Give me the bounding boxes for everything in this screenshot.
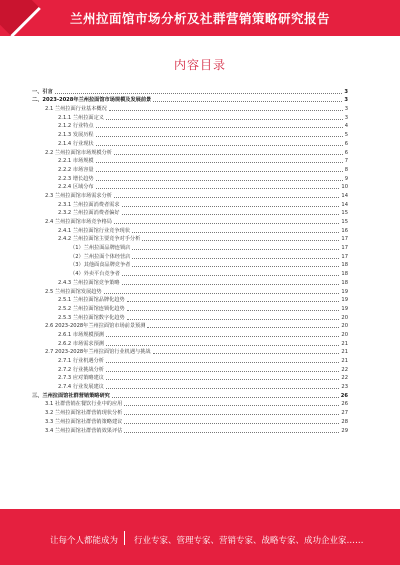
footer-slogan-left: 让每个人都能成为: [50, 536, 119, 546]
toc-dot-leader: [132, 266, 339, 267]
toc-entry-page: 19: [341, 288, 348, 295]
toc-entry-title: 2.7.1 行业机遇分析: [58, 358, 104, 364]
toc-entry[interactable]: [32, 277, 348, 286]
toc-entry-page: 18: [341, 279, 348, 286]
toc-entry-page: 21: [341, 340, 348, 347]
report-title: 兰州拉面馆市场分析及社群营销策略研究报告: [69, 11, 330, 26]
toc-entry-title: 2.1.2 行业特点: [58, 123, 94, 130]
toc-entry-page: 19: [341, 305, 348, 312]
toc-entry[interactable]: [32, 147, 348, 156]
toc-entry[interactable]: [32, 260, 348, 269]
toc-dot-leader: [114, 154, 343, 155]
toc-entry-title: 2.4.2 兰州拉面馆主要竞争对手分析: [58, 236, 141, 243]
toc-entry[interactable]: [32, 321, 348, 330]
toc-entry-page: 5: [344, 132, 348, 139]
toc-entry-title: 2.5 兰州拉面馆发展趋势: [45, 288, 102, 295]
toc-entry-page: 20: [341, 323, 348, 330]
footer-divider: [124, 531, 125, 545]
toc-entry-title: （3）其他面食品牌竞争者: [70, 262, 131, 269]
toc-entry-title: 2.5.2 兰州拉面馆连锁化趋势: [58, 305, 125, 312]
toc-entry-page: 15: [341, 219, 348, 225]
toc-entry-page: 18: [341, 271, 348, 278]
toc-entry[interactable]: [32, 129, 348, 138]
toc-entry-page: 17: [341, 245, 348, 252]
toc-dot-leader: [124, 414, 339, 415]
toc-entry[interactable]: [32, 338, 348, 347]
toc-entry-title: 2.5.1 兰州拉面馆品牌化趋势: [58, 297, 125, 304]
toc-entry[interactable]: [32, 208, 348, 217]
report-header: [0, 0, 400, 36]
toc-entry-title: 二、2023-2028年兰州拉面馆市场规模及发展前景: [32, 97, 152, 104]
toc-dot-leader: [96, 162, 343, 163]
toc-entry-title: 2.3 兰州拉面馆市场需求分析: [45, 192, 112, 199]
toc-dot-leader: [96, 171, 343, 172]
toc-entry-title: 2.7 2023-2028年兰州拉面馆行业机遇与挑战: [45, 349, 151, 356]
toc-entry-title: 2.7.2 行业挑战分析: [58, 366, 104, 373]
toc-entry-page: 27: [341, 410, 348, 417]
toc-entry[interactable]: [32, 268, 348, 277]
toc-entry-page: 20: [341, 331, 348, 338]
toc-entry[interactable]: [32, 347, 348, 356]
toc-entry-page: 8: [344, 166, 348, 173]
toc-dot-leader: [124, 423, 339, 424]
toc-entry[interactable]: [32, 303, 348, 312]
toc-dot-leader: [153, 101, 342, 102]
toc-entry-title: 3.4 兰州拉面馆社群营销效果评估: [45, 427, 123, 434]
toc-entry-page: 14: [341, 201, 348, 208]
toc-entry-page: 14: [341, 192, 348, 199]
toc-dot-leader: [122, 206, 340, 207]
toc-entry[interactable]: [32, 199, 348, 208]
toc-entry-page: 28: [341, 418, 348, 425]
toc-entry-page: 22: [341, 366, 348, 373]
toc-entry-title: 2.2.3 增长趋势: [58, 175, 94, 182]
toc-entry-title: 2.4 兰州拉面馆市场竞争格局: [45, 219, 112, 225]
toc-dot-leader: [112, 397, 339, 398]
toc-entry-title: 3.3 兰州拉面馆社群营销策略建议: [45, 418, 123, 425]
toc-entry[interactable]: [32, 234, 348, 243]
toc-entry[interactable]: [32, 355, 348, 364]
toc-entry-title: 三、兰州拉面馆社群营销策略研究: [32, 392, 110, 399]
toc-entry-page: 22: [341, 375, 348, 382]
toc-entry-title: 2.4.3 兰州拉面馆竞争策略: [58, 279, 120, 286]
toc-entry-title: 2.2 兰州拉面馆市场规模分析: [45, 149, 112, 156]
toc-entry[interactable]: [32, 216, 348, 225]
toc-dot-leader: [96, 180, 343, 181]
toc-entry-title: 一、引言: [32, 88, 53, 95]
toc-entry[interactable]: [32, 95, 348, 104]
toc-entry[interactable]: [32, 381, 348, 390]
toc-entry[interactable]: [32, 407, 348, 416]
toc-entry-page: 7: [344, 158, 348, 165]
toc-entry[interactable]: [32, 242, 348, 251]
toc-entry[interactable]: [32, 225, 348, 234]
toc-dot-leader: [96, 136, 343, 137]
toc-entry-title: 2.1.4 行业现状: [58, 140, 94, 147]
toc-entry[interactable]: [32, 416, 348, 425]
toc-dot-leader: [106, 119, 343, 120]
toc-entry-title: （4）外卖平台竞争者: [70, 271, 120, 278]
toc-entry-page: 4: [344, 123, 348, 130]
toc-entry-page: 3: [344, 97, 348, 104]
toc-entry-title: 3.1 社群营销在餐饮行业中的应用: [45, 401, 123, 408]
toc-dot-leader: [104, 293, 340, 294]
toc-entry[interactable]: [32, 390, 348, 399]
toc-entry-title: 2.2.1 市场规模: [58, 158, 94, 165]
toc-dot-leader: [124, 405, 339, 406]
toc-entry-page: 15: [341, 210, 348, 217]
toc-entry[interactable]: [32, 173, 348, 182]
toc-dot-leader: [106, 379, 339, 380]
toc-entry-page: 29: [341, 427, 348, 434]
toc-dot-leader: [96, 145, 343, 146]
toc-entry[interactable]: [32, 156, 348, 165]
table-of-contents: [32, 86, 348, 434]
toc-dot-leader: [55, 93, 343, 94]
toc-entry[interactable]: [32, 182, 348, 191]
toc-entry-title: 2.1.1 兰州拉面定义: [58, 114, 104, 121]
toc-dot-leader: [132, 258, 339, 259]
toc-dot-leader: [127, 319, 340, 320]
toc-dot-leader: [109, 110, 343, 111]
toc-dot-leader: [132, 249, 339, 250]
toc-dot-leader: [127, 310, 340, 311]
toc-heading: 内容目录: [173, 58, 226, 72]
toc-dot-leader: [124, 432, 339, 433]
toc-entry-page: 9: [344, 175, 348, 182]
toc-dot-leader: [153, 353, 340, 354]
toc-entry-page: 10: [341, 184, 348, 191]
toc-entry-page: 3: [344, 114, 348, 121]
toc-dot-leader: [142, 240, 339, 241]
toc-entry[interactable]: [32, 295, 348, 304]
toc-entry[interactable]: [32, 121, 348, 130]
toc-dot-leader: [122, 214, 340, 215]
toc-dot-leader: [106, 345, 339, 346]
toc-dot-leader: [122, 284, 340, 285]
toc-entry[interactable]: [32, 138, 348, 147]
toc-entry-title: 2.1.3 发展历程: [58, 132, 94, 139]
toc-dot-leader: [96, 188, 340, 189]
toc-dot-leader: [147, 327, 339, 328]
toc-entry-page: 19: [341, 297, 348, 304]
toc-entry-title: 2.3.1 兰州拉面消费者需求: [58, 201, 120, 208]
toc-entry-title: 2.6.2 市场需求预测: [58, 340, 104, 347]
toc-dot-leader: [122, 275, 339, 276]
toc-dot-leader: [106, 336, 339, 337]
toc-entry[interactable]: [32, 329, 348, 338]
toc-entry-page: 26: [341, 401, 348, 408]
toc-dot-leader: [132, 232, 339, 233]
toc-entry-page: 21: [341, 358, 348, 364]
toc-dot-leader: [114, 223, 339, 224]
toc-entry-page: 3: [344, 88, 348, 95]
toc-entry-title: （2）兰州拉面个体经营店: [70, 253, 131, 260]
toc-entry[interactable]: [32, 373, 348, 382]
toc-entry[interactable]: [32, 312, 348, 321]
toc-entry-page: 6: [344, 149, 348, 156]
toc-entry-page: 17: [341, 253, 348, 260]
toc-entry[interactable]: [32, 286, 348, 295]
toc-entry-title: 3.2 兰州拉面馆社群营销现状分析: [45, 410, 123, 417]
toc-dot-leader: [96, 127, 343, 128]
toc-entry-page: 17: [341, 236, 348, 243]
toc-entry-title: 2.7.4 行业发展建议: [58, 384, 104, 391]
toc-entry-title: （1）兰州拉面品牌连锁店: [70, 245, 131, 252]
toc-dot-leader: [127, 301, 340, 302]
toc-entry-title: 2.7.3 应对策略建议: [58, 375, 104, 382]
toc-dot-leader: [106, 388, 339, 389]
toc-dot-leader: [114, 197, 339, 198]
toc-entry-page: 3: [344, 106, 348, 113]
toc-entry[interactable]: [32, 164, 348, 173]
report-footer: [0, 509, 400, 565]
toc-entry-page: 6: [344, 140, 348, 147]
toc-entry-page: 20: [341, 314, 348, 321]
toc-entry[interactable]: [32, 112, 348, 121]
toc-entry-title: 2.2.4 区域分布: [58, 184, 94, 191]
toc-entry[interactable]: [32, 251, 348, 260]
toc-entry-title: 2.4.1 兰州拉面馆行业竞争现状: [58, 227, 130, 234]
toc-entry[interactable]: [32, 425, 348, 434]
toc-entry-title: 2.2.2 市场容量: [58, 166, 94, 173]
toc-entry-page: 16: [341, 227, 348, 234]
footer-slogan-right: 行业专家、管理专家、营销专家、战略专家、成功企业家……: [134, 536, 364, 546]
toc-entry-page: 26: [340, 392, 348, 399]
toc-entry[interactable]: [32, 103, 348, 112]
toc-entry-title: 2.3.2 兰州拉面消费者偏好: [58, 210, 120, 217]
toc-entry-title: 2.1 兰州拉面行业基本概况: [45, 106, 107, 113]
toc-entry-page: 18: [341, 262, 348, 269]
toc-entry[interactable]: [32, 399, 348, 408]
toc-entry[interactable]: [32, 190, 348, 199]
toc-entry-title: 2.6 2023-2028年兰州拉面馆市场前景预测: [45, 323, 146, 330]
toc-dot-leader: [106, 371, 339, 372]
toc-entry[interactable]: [32, 364, 348, 373]
toc-entry[interactable]: [32, 86, 348, 95]
toc-entry-page: 21: [341, 349, 348, 356]
toc-entry-page: 23: [341, 384, 348, 391]
toc-dot-leader: [106, 362, 339, 363]
toc-entry-title: 2.6.1 市场规模预测: [58, 331, 104, 338]
toc-entry-title: 2.5.3 兰州拉面馆数字化趋势: [58, 314, 125, 321]
